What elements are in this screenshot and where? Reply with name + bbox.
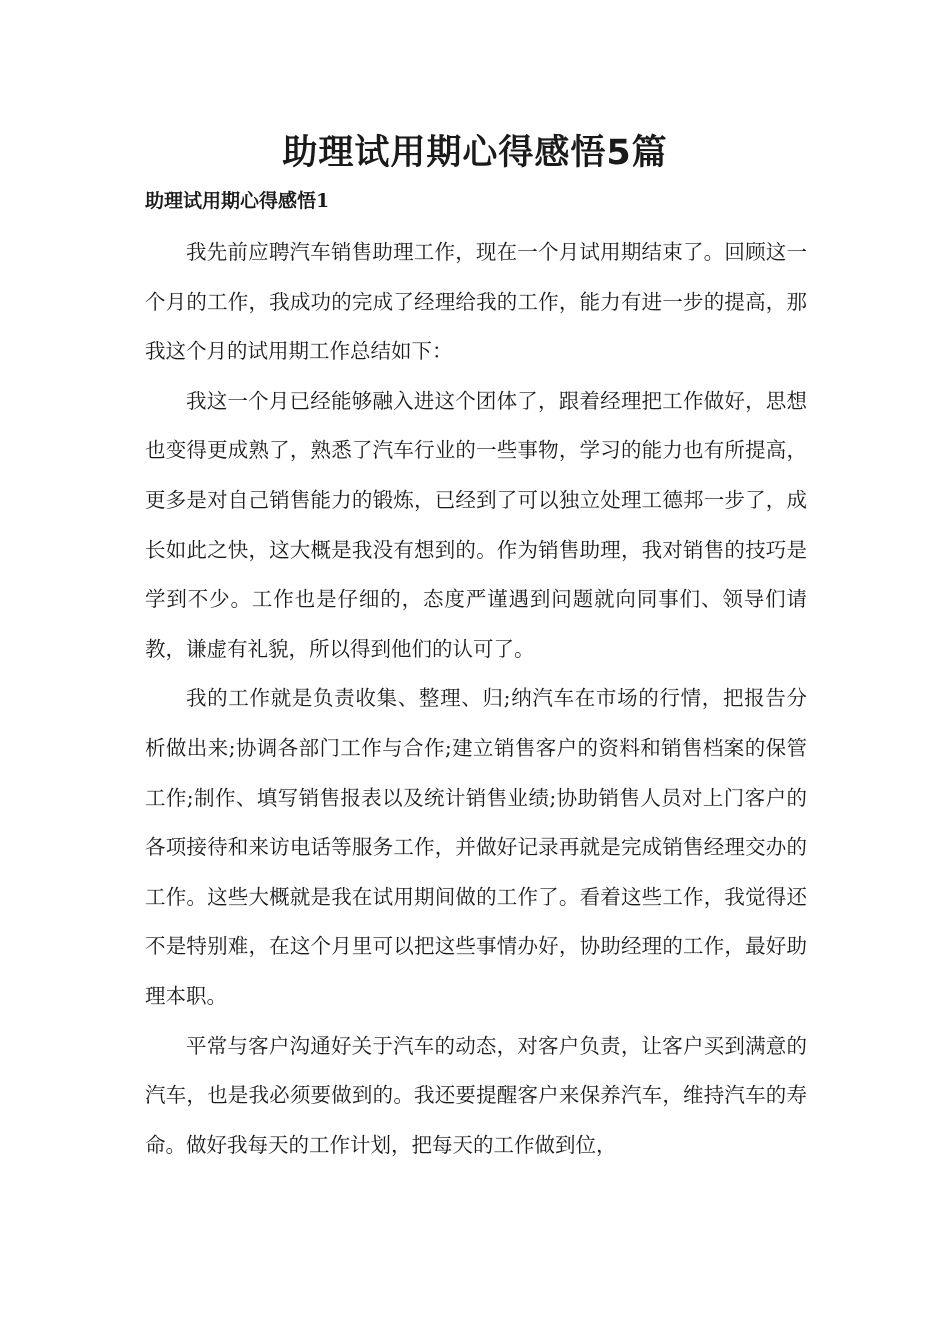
document-title: 助理试用期心得感悟5篇 [282,133,668,173]
paragraph: 我这一个月已经能够融入进这个团体了，跟着经理把工作做好，思想也变得更成熟了，熟悉了汽车行业的一些事物，学习的能力也有所提高，更多是对自己销售能力的锻炼，已经到了可以独立处理工德邦一步了，成长如此之快，这大概是我没有想到的。作为销售助理，我对销售的技巧是学到不少。工作也是仔细的，态度严谨遇到问题就向同事们、领导们请教，谦虚有礼貌，所以得到他们的认可了。 [145,388,807,661]
paragraph: 平常与客户沟通好关于汽车的动态，对客户负责，让客户买到满意的汽车，也是我必须要做到的。我还要提醒客户来保养汽车，维持汽车的寿命。做好我每天的工作计划，把每天的工作做到位， [145,1033,807,1157]
section-heading: 助理试用期心得感悟1 [145,190,330,212]
paragraph: 我的工作就是负责收集、整理、归;纳汽车在市场的行情，把报告分析做出来;协调各部门工作与合作;建立销售客户的资料和销售档案的保管工作;制作、填写销售报表以及统计销售业绩;协助销售人员对上门客户的各项接待和来访电话等服务工作，并做好记录再就是完成销售经理交办的工作。这些大概就是我在试用期间做的工作了。看着这些工作，我觉得还不是特别难，在这个月里可以把这些事情办好，协助经理的工作，最好助理本职。 [145,686,807,1008]
paragraph: 我先前应聘汽车销售助理工作，现在一个月试用期结束了。回顾这一个月的工作，我成功的完成了经理给我的工作，能力有进一步的提高，那我这个月的试用期工作总结如下： [145,240,807,364]
document-body [145,228,807,1170]
